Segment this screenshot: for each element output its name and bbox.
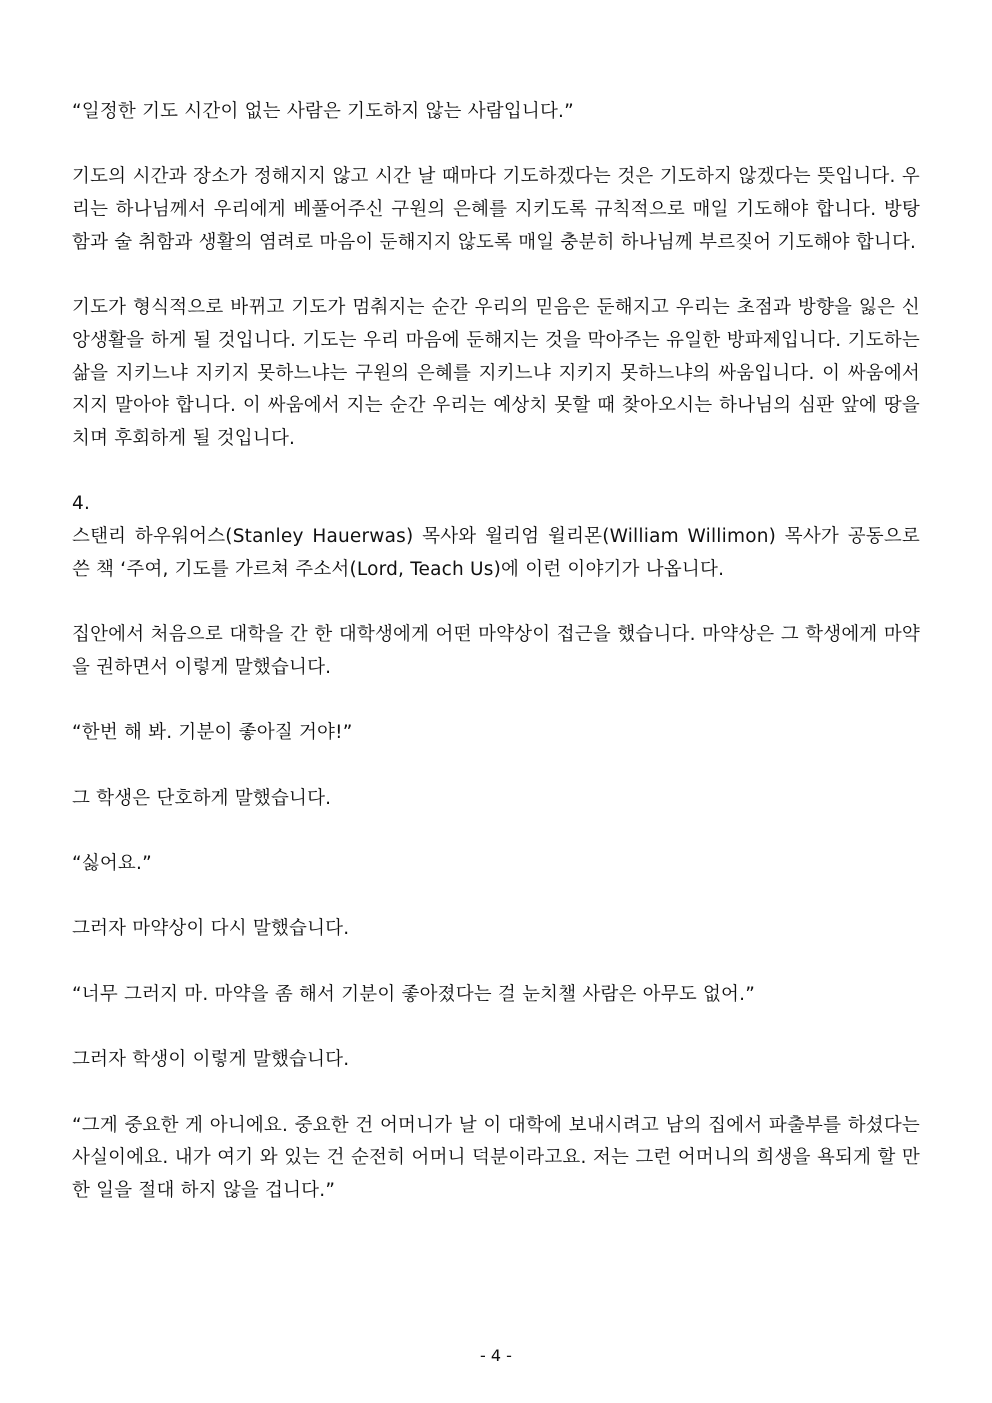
paragraph-regular-prayer: 기도의 시간과 장소가 정해지지 않고 시간 날 때마다 기도하겠다는 것은 기도하지 않겠다는 뜻입니다. 우리는 하나님께서 우리에게 베풀어주신 구원의 은혜를 지키도록 규칙적으로 매일 기도해야 합니다. 방탕함과 술 취함과 생활의 염려로 마음이 둔해지지 않도록 매일 충분히 하나님께 부르짖어 기도해야 합니다. <box>72 166 920 253</box>
paragraph-dealer-again: 그러자 마약상이 다시 말했습니다. <box>72 918 350 940</box>
quote-dealer-persuade: “너무 그러지 마. 마약을 좀 해서 기분이 좋아졌다는 걸 눈치챌 사람은 아무도 없어.” <box>72 983 755 1005</box>
paragraph-prayer-breakwater: 기도가 형식적으로 바뀌고 기도가 멈춰지는 순간 우리의 믿음은 둔해지고 우리는 초점과 방향을 잃은 신앙생활을 하게 될 것입니다. 기도는 우리 마음에 둔해지는 것을 막아주는 유일한 방파제입니다. 기도하는 삶을 지키느냐 지키지 못하느냐는 구원의 은혜를 지키느냐 지키지 못하느냐의 싸움입니다. 이 싸움에서 지지 말아야 합니다. 이 싸움에서 지는 순간 우리는 예상치 못할 때 찾아오시는 하나님의 심판 앞에 땅을 치며 후회하게 될 것입니다. <box>72 297 920 449</box>
page-number: - 4 - <box>480 1346 512 1365</box>
quote-prayer-time: “일정한 기도 시간이 없는 사람은 기도하지 않는 사람입니다.” <box>72 101 574 122</box>
paragraph-drug-dealer: 집안에서 처음으로 대학을 간 한 대학생에게 어떤 마약상이 접근을 했습니다. 마약상은 그 학생에게 마약을 권하면서 이렇게 말했습니다. <box>72 624 920 678</box>
quote-student-mother: “그게 중요한 게 아니에요. 중요한 건 어머니가 날 이 대학에 보내시려고 남의 집에서 파출부를 하셨다는 사실이에요. 내가 여기 와 있는 건 순전히 어머니 덕분이라고요. 저는 그런 어머니의 희생을 욕되게 할 만한 일을 절대 하지 않을 겁니다.” <box>72 1114 920 1202</box>
section-number: 4. <box>72 493 91 515</box>
quote-dealer-offer: “한번 해 봐. 기분이 좋아질 거야!” <box>72 722 353 744</box>
paragraph-student-firm: 그 학생은 단호하게 말했습니다. <box>72 787 332 809</box>
quote-student-refusal: “싫어요.” <box>72 853 152 875</box>
document-body <box>72 96 920 1240</box>
paragraph-book-reference: 스탠리 하우워어스(Stanley Hauerwas) 목사와 윌리엄 윌리몬(William Willimon) 목사가 공동으로 쓴 책 ‘주여, 기도를 가르쳐 주소서(Lord, Teach Us)에 이런 이야기가 나옵니다. <box>72 526 920 580</box>
paragraph-student-replies: 그러자 학생이 이렇게 말했습니다. <box>72 1049 350 1071</box>
